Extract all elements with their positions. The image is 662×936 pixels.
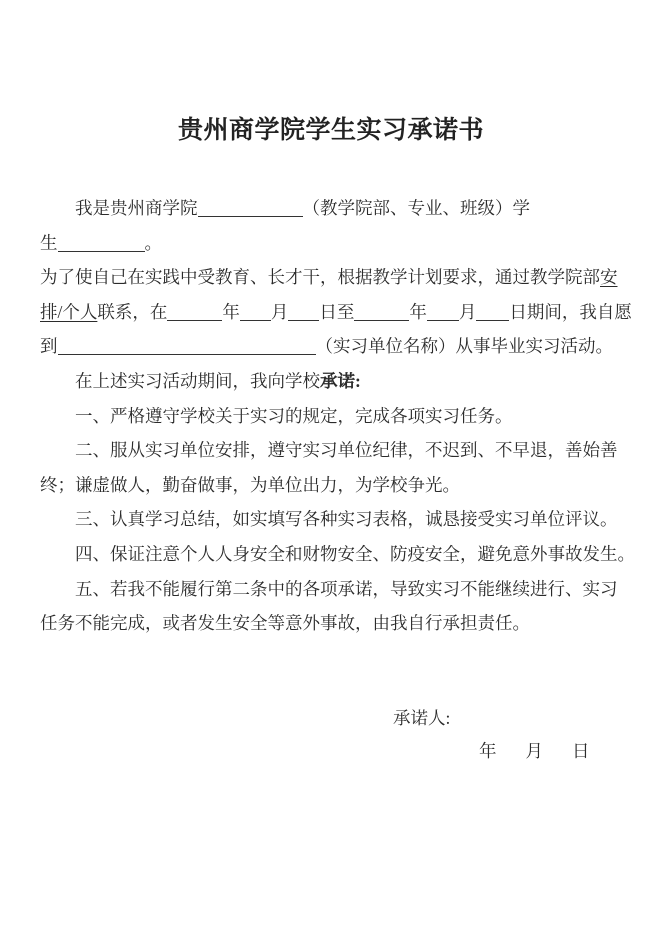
text-segment: 月 bbox=[270, 301, 289, 322]
promiser-label: 承诺人: bbox=[393, 708, 451, 728]
text-segment: 三、认真学习总结，如实填写各种实习表格，诚恳接受实习单位评议。 bbox=[75, 509, 618, 530]
date-part: 年 bbox=[479, 741, 497, 761]
text-segment: 五、若我不能履行第二条中的各项承诺，导致实习不能继续进行、实习 bbox=[75, 578, 618, 599]
fill-in-blank bbox=[167, 303, 222, 321]
text-line bbox=[40, 329, 626, 364]
fill-in-blank bbox=[58, 234, 145, 252]
text-line bbox=[40, 226, 626, 261]
underlined-text: 安 bbox=[600, 267, 618, 288]
text-segment: 年 bbox=[222, 301, 240, 322]
text-segment: （教学院部、专业、班级）学 bbox=[302, 198, 530, 218]
fill-in-blank bbox=[58, 337, 316, 355]
text-line bbox=[40, 364, 626, 399]
text-segment: （实习单位名称）从事毕业实习活动。 bbox=[315, 336, 613, 357]
text-segment: 终；谦虚做人，勤奋做事，为单位出力，为学校争光。 bbox=[40, 474, 460, 495]
text-segment: 生 bbox=[40, 232, 58, 253]
fill-in-blank bbox=[427, 303, 459, 321]
fill-in-blank bbox=[240, 303, 271, 321]
fill-in-blank bbox=[288, 303, 319, 321]
document-body bbox=[40, 191, 635, 641]
text-segment: 在上述实习活动期间，我向学校 bbox=[75, 370, 320, 391]
text-segment: 。 bbox=[144, 232, 162, 253]
text-segment: 四、保证注意个人人身安全和财物安全、防疫安全，避免意外事故发生。 bbox=[75, 543, 635, 564]
text-line bbox=[40, 572, 626, 607]
text-line bbox=[40, 399, 626, 434]
date-part: 日 bbox=[572, 741, 590, 761]
text-line bbox=[40, 260, 626, 295]
text-line bbox=[40, 537, 635, 572]
text-segment: 日期间，我自愿 bbox=[509, 301, 632, 322]
text-segment: 月 bbox=[458, 301, 477, 322]
text-segment: 我是贵州商学院 bbox=[75, 198, 198, 218]
underlined-text: 排/个人 bbox=[40, 301, 98, 322]
text-line bbox=[40, 191, 626, 226]
text-segment: 任务不能完成，或者发生安全等意外事故，由我自行承担责任。 bbox=[40, 613, 530, 634]
date-line bbox=[479, 741, 590, 761]
text-segment: 二、服从实习单位安排，遵守实习单位纪律，不迟到、不早退，善始善 bbox=[75, 440, 618, 461]
bold-text: 承诺: bbox=[320, 370, 361, 391]
text-segment: 一、严格遵守学校关于实习的规定，完成各项实习任务。 bbox=[75, 405, 513, 426]
text-segment: 联系，在 bbox=[97, 301, 168, 322]
fill-in-blank bbox=[198, 199, 303, 217]
text-segment: 年 bbox=[409, 301, 427, 322]
text-line bbox=[40, 468, 626, 503]
document-title: 贵州商学院学生实习承诺书 bbox=[177, 117, 484, 144]
text-line bbox=[40, 606, 626, 641]
fill-in-blank bbox=[476, 303, 509, 321]
text-segment: 日至 bbox=[319, 301, 355, 322]
text-segment: 为了使自己在实践中受教育、长才干，根据教学计划要求，通过教学院部 bbox=[40, 267, 600, 288]
text-line bbox=[40, 502, 626, 537]
fill-in-blank bbox=[354, 303, 409, 321]
text-segment: 到 bbox=[40, 336, 58, 357]
date-part: 月 bbox=[525, 741, 543, 761]
text-line bbox=[40, 433, 626, 468]
text-line bbox=[40, 295, 632, 330]
